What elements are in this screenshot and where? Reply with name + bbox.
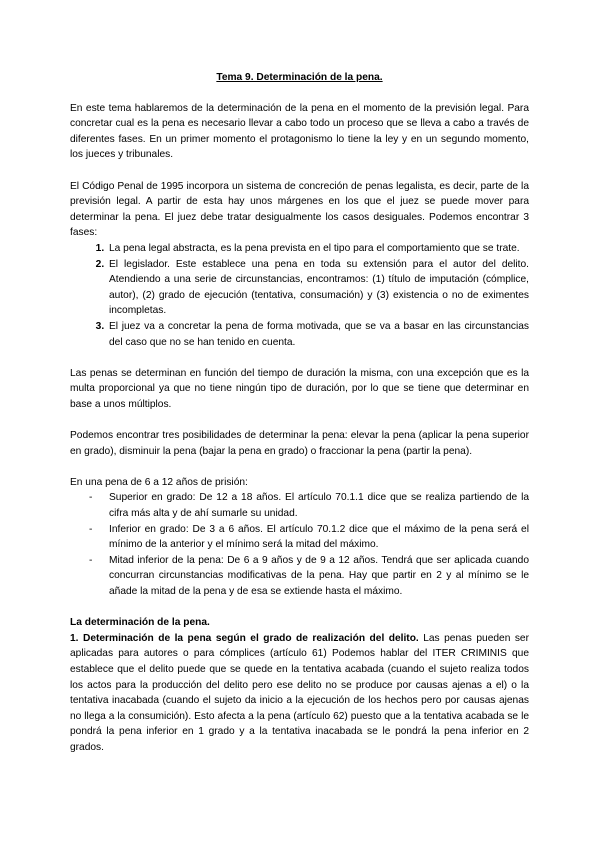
posibilidades-paragraph: Podemos encontrar tres posibilidades de determinar la pena: elevar la pena (aplicar la pena superior en grado), disminuir la pena (bajar la pena en grado) o fraccionar la pena (partir la pena). — [70, 430, 529, 457]
fase-item: 3. El juez va a concretar la pena de forma motivada, que se va a basar en las circunstancias del caso que no se han tenido en cuenta. — [107, 319, 529, 350]
ejemplo-intro: En una pena de 6 a 12 años de prisión: — [70, 476, 248, 488]
intro-paragraph: En este tema hablaremos de la determinación de la pena en el momento de la previsión legal. Para concretar cual es la pena es necesario llevar a cabo todo un proceso que se lleva a cabo a través de diferentes fases. En un primer momento el protagonismo lo tiene la ley y en un segundo momento, los jueces y tribunales. — [70, 102, 529, 161]
ejemplo-item: - Superior en grado: De 12 a 18 años. El artículo 70.1.1 dice que se realiza partiendo de la cifra más alta y de ahí sumarle su unidad. — [107, 490, 529, 521]
codigo-paragraph: El Código Penal de 1995 incorpora un sistema de concreción de penas legalista, es decir, parte de la previsión legal. A partir de esta hay unos márgenes en los que el juez se puede mover para determinar la pena. El juez debe tratar desigualmente los casos desiguales. Podemos encontrar 3 fases: — [70, 180, 529, 239]
fase-item: 2. El legislador. Este establece una pena en toda su extensión para el autor del delito. Atendiendo a una serie de circunstancias, encontramos: (1) título de imputación (cómplice, autor), (2) grado de ejecución (tentativa, consumación) y (3) existencia o no de eximentes incompletas. — [107, 257, 529, 319]
subsection-paragraph — [70, 631, 529, 756]
document-title: Tema 9. Determinación de la pena. — [216, 72, 383, 83]
duracion-paragraph: Las penas se determinan en función del tiempo de duración la misma, con una excepción que es la multa proporcional ya que no tiene ningún tipo de duración, por lo que se tiene que determinar en base a unos múltiplos. — [70, 367, 529, 410]
ejemplo-item: - Inferior en grado: De 3 a 6 años. El artículo 70.1.2 dice que el máximo de la pena será el mínimo de la anterior y el mínimo será la mitad del máximo. — [107, 522, 529, 553]
section-heading: La determinación de la pena. — [70, 617, 210, 629]
spacer — [70, 459, 529, 475]
spacer — [70, 350, 529, 366]
document-page — [70, 70, 529, 756]
spacer — [70, 600, 529, 616]
ejemplos-list — [70, 490, 529, 599]
ejemplo-item: - Mitad inferior de la pena: De 6 a 9 años y de 9 a 12 años. Tendrá que ser aplicada cuando concurran circunstancias modificativas de la pena. Hay que partir en 2 y al mínimo se le añade la mitad de la pena y de esa se extiende hasta el máximo. — [107, 553, 529, 600]
spacer — [70, 163, 529, 179]
spacer — [70, 412, 529, 428]
subsection-text: Las penas pueden ser aplicadas para autores o para cómplices (artículo 61) Podemos hablar del ITER CRIMINIS que establece que el delito puede que se quede en la tentativa acabada (cuando el sujeto realiza todos los actos para la producción del delito pero ese delito no se produce por causas ajenas a el) o la tentativa inacabada (cuando el sujeto da inicio a la ejecución de los hechos pero por causas ajenas no llega a la consumición). Esto afecta a la pena (artículo 62) puesto que a la tentativa acabada se le pondrá la pena inferior en 1 grado y a la tentativa inacabada se le pondrá la pena inferior en 2 grados. — [70, 632, 529, 753]
fase-item: 1. La pena legal abstracta, es la pena prevista en el tipo para el comportamiento que se trate. — [107, 241, 529, 257]
subsection-heading: 1. Determinación de la pena según el grado de realización del delito. — [70, 632, 419, 644]
fases-list — [70, 241, 529, 350]
